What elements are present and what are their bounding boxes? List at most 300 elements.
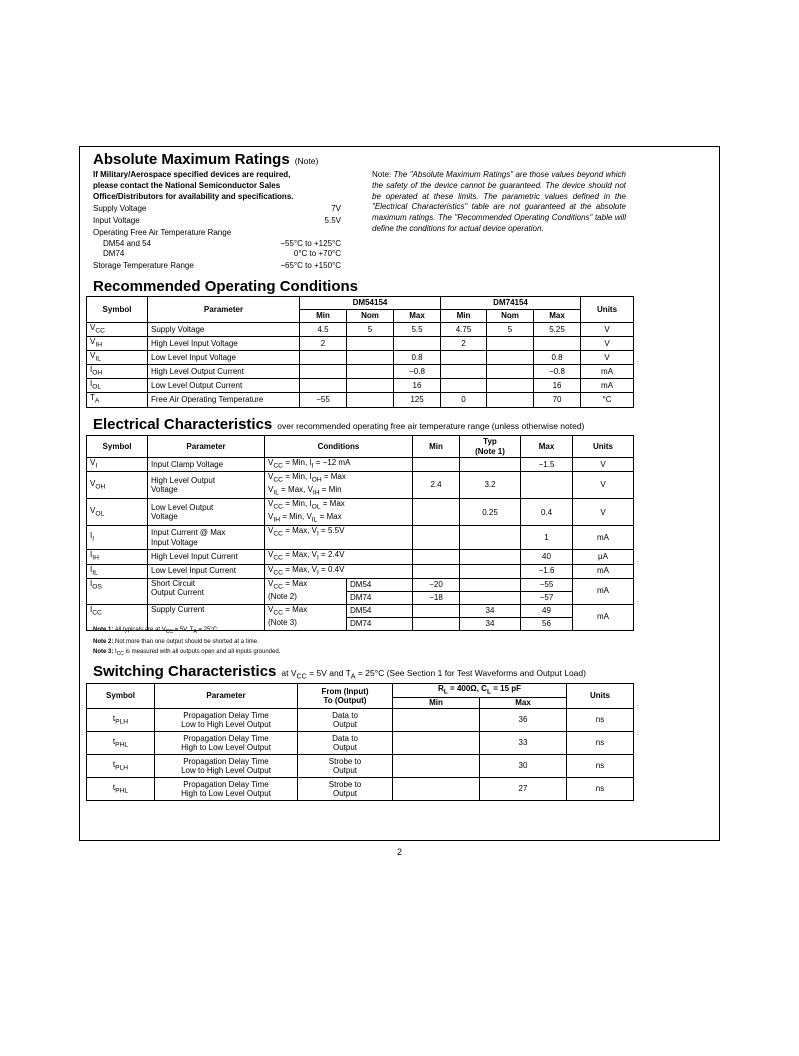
sw-col-conditions: $R_L = 400\Omega$, $C_L = 15$ pF: [393, 684, 567, 698]
sym-main: t: [112, 759, 116, 769]
ec-param: Low Level Input Current: [148, 564, 265, 578]
ec-max: −57: [521, 591, 573, 604]
roc-col-nom: Nom: [487, 310, 534, 323]
ec-col-parameter: Parameter: [148, 436, 265, 458]
sw-param: [155, 732, 298, 755]
sw-units: ns: [567, 778, 634, 801]
table-row: [87, 458, 634, 472]
abs-label: Operating Free Air Temperature Range: [93, 228, 232, 237]
roc-units: V: [581, 337, 634, 351]
roc-col-min: Min: [300, 310, 347, 323]
abs-row: [93, 248, 341, 259]
sw-col-parameter: Parameter: [155, 684, 298, 709]
roc-param: High Level Output Current: [148, 365, 300, 379]
ec-max: 40: [521, 550, 573, 564]
roc-col-units: Units: [581, 297, 634, 323]
sw-max: 30: [480, 755, 567, 778]
sym-sub: PLH: [115, 764, 129, 772]
to-line: Output: [332, 789, 357, 799]
abs-max-note-text: The "Absolute Maximum Ratings" are those values beyond which the safety of the device cannot be guaranteed. The device should not be operated at these limits. The parametric values defined in the "Electrical Characteristics" table are not guaranteed at the absolute maximum ratings. The "Recommended Operating Conditions" table will define the conditions for actual device operation.: [372, 170, 626, 233]
ec-typ: [460, 591, 521, 604]
roc-col-parameter: Parameter: [148, 297, 300, 323]
from-line: Data to: [332, 733, 358, 743]
abs-label: DM54 and 54: [103, 239, 152, 248]
ec-symbol: [87, 564, 148, 578]
abs-max-heading: Absolute Maximum Ratings: [93, 151, 290, 168]
sw-min: [393, 732, 480, 755]
ec-units: V: [573, 499, 634, 526]
roc-value: [394, 337, 441, 351]
ec-max: 49: [521, 604, 573, 617]
abs-label: Input Voltage: [93, 216, 140, 225]
to-line: Output: [332, 743, 357, 753]
ec-note: [93, 637, 280, 647]
ec-typ: [460, 550, 521, 564]
ec-col-typ-line: Typ: [483, 437, 497, 446]
ec-device: DM74: [347, 617, 413, 630]
ec-typ: 34: [460, 604, 521, 617]
sym-sub: I: [95, 462, 98, 470]
ec-max: −55: [521, 578, 573, 591]
sw-min: [393, 755, 480, 778]
param-line: Short Circuit: [151, 578, 196, 588]
ec-param: Supply Current: [148, 604, 265, 630]
param-line: Input Voltage: [151, 537, 198, 547]
roc-col-min: Min: [441, 310, 487, 323]
roc-col-dm54154: DM54154: [300, 297, 441, 310]
table-row: [87, 393, 634, 407]
ec-min: [413, 550, 460, 564]
sw-from-to: [298, 732, 393, 755]
military-text: [93, 170, 294, 202]
table-row: [87, 365, 634, 379]
abs-label: Supply Voltage: [93, 204, 147, 213]
ec-note: [93, 647, 280, 659]
note-text: Not more than one output should be shorted at a time.: [115, 639, 259, 646]
ec-units: V: [573, 458, 634, 472]
ec-cond: $V_{CC}$ = Max, $V_I = 2.4V$: [265, 550, 413, 564]
abs-max-note: [372, 170, 626, 235]
sym-main: V: [90, 337, 96, 347]
roc-value: [347, 337, 394, 351]
ec-cond: [265, 578, 347, 604]
abs-value: 0°C to +70°C: [293, 249, 341, 258]
sym-sub: OH: [95, 483, 106, 491]
roc-value: [487, 365, 534, 379]
ec-typ: [460, 578, 521, 591]
abs-row: [93, 260, 341, 271]
sym-sub: OS: [92, 583, 102, 591]
roc-value: 70: [534, 393, 581, 407]
roc-body: [87, 323, 634, 408]
ec-device: DM74: [347, 591, 413, 604]
roc-symbol: [87, 365, 148, 379]
roc-value: [487, 379, 534, 393]
ec-note: [93, 625, 280, 637]
roc-value: 5.5: [394, 323, 441, 337]
ec-param: [148, 578, 265, 604]
sw-units: ns: [567, 755, 634, 778]
ec-typ: [460, 458, 521, 472]
sym-sub: OL: [92, 383, 102, 391]
ec-param: [148, 499, 265, 526]
roc-value: [300, 365, 347, 379]
ec-col-symbol: Symbol: [87, 436, 148, 458]
ec-symbol: [87, 458, 148, 472]
roc-value: 0.8: [394, 351, 441, 365]
ec-symbol: [87, 499, 148, 526]
roc-units: mA: [581, 379, 634, 393]
ec-device: DM54: [347, 604, 413, 617]
sym-main: I: [90, 578, 93, 588]
param-line: High to Low Level Output: [181, 789, 271, 799]
roc-units: mA: [581, 365, 634, 379]
roc-col-max: Max: [534, 310, 581, 323]
sw-col-min: Min: [393, 698, 480, 709]
military-line: please contact the National Semiconductor Sales: [93, 180, 281, 190]
roc-value: 2: [441, 337, 487, 351]
roc-value: [441, 351, 487, 365]
from-line: Strobe to: [328, 779, 362, 789]
ec-min: [413, 458, 460, 472]
ec-col-typ-note: (Note 1): [475, 446, 505, 456]
roc-param: Low Level Input Voltage: [148, 351, 300, 365]
ec-units: μA: [573, 550, 634, 564]
roc-param: High Level Input Voltage: [148, 337, 300, 351]
sw-col-units: Units: [567, 684, 634, 709]
sw-param: [155, 709, 298, 732]
roc-col-dm74154: DM74154: [441, 297, 581, 310]
roc-value: [487, 337, 534, 351]
sym-main: I: [90, 550, 93, 560]
ec-col-min: Min: [413, 436, 460, 458]
sym-main: I: [90, 379, 93, 389]
roc-value: −0.8: [534, 365, 581, 379]
sw-title: [93, 663, 586, 681]
ec-units: mA: [573, 526, 634, 550]
abs-value: 7V: [331, 204, 341, 213]
note-label: Note 1:: [93, 627, 114, 633]
abs-value: −65°C to +150°C: [280, 261, 341, 270]
sym-sub: IH: [92, 555, 99, 563]
ec-param: [148, 526, 265, 550]
cond-line: $V_{CC}$ = Min, $I_{OL}$ = Max: [268, 499, 345, 511]
ec-min: [413, 526, 460, 550]
cond-line: $V_{CC}$ = Max: [268, 604, 308, 617]
ec-cond: [265, 499, 413, 526]
ec-units: V: [573, 472, 634, 499]
roc-table: [86, 296, 634, 408]
sym-main: I: [90, 604, 93, 614]
roc-symbol: [87, 323, 148, 337]
table-row: [87, 578, 634, 591]
sw-symbol: [87, 755, 155, 778]
to-line: To (Output): [323, 696, 367, 706]
from-line: Data to: [332, 710, 358, 720]
param-line: Low to High Level Output: [181, 766, 271, 776]
ec-col-max: Max: [521, 436, 573, 458]
table-row: [87, 351, 634, 365]
sw-symbol: [87, 778, 155, 801]
note-label: Note 2:: [93, 639, 114, 646]
ec-max: −1.6: [521, 564, 573, 578]
sym-sub: I: [92, 536, 95, 544]
param-line: Propagation Delay Time: [183, 710, 269, 720]
abs-row: [93, 227, 341, 238]
roc-col-nom: Nom: [347, 310, 394, 323]
table-row: [87, 337, 634, 351]
sw-units: ns: [567, 709, 634, 732]
ec-param: Input Clamp Voltage: [148, 458, 265, 472]
roc-param: Low Level Output Current: [148, 379, 300, 393]
param-line: Input Current @ Max: [151, 528, 226, 538]
table-row: [87, 499, 634, 526]
sw-from-to: [298, 709, 393, 732]
ec-subtitle: over recommended operating free air temperature range (unless otherwise noted): [277, 421, 585, 431]
roc-value: 4.5: [300, 323, 347, 337]
sw-min: [393, 709, 480, 732]
page-number: 2: [396, 847, 402, 857]
table-row: [87, 778, 634, 801]
ec-max: 0.4: [521, 499, 573, 526]
from-line: From (Input): [321, 686, 369, 696]
ec-max: −1.5: [521, 458, 573, 472]
param-line: High Level Output: [151, 475, 216, 485]
note-text: All typicals are at $V_{CC} = 5V$, $T_A = 25^\circ C$.: [114, 627, 219, 636]
roc-value: [347, 351, 394, 365]
ec-max: 56: [521, 617, 573, 630]
param-line: Propagation Delay Time: [183, 779, 269, 789]
roc-value: [441, 365, 487, 379]
sw-subtitle: at $V_{CC} = 5V$ and $T_A = 25^\circ C$ (See Section 1 for Test Waveforms and Output Load): [281, 668, 586, 681]
ec-typ: [460, 526, 521, 550]
sw-max: 33: [480, 732, 567, 755]
roc-value: −0.8: [394, 365, 441, 379]
sym-main: I: [90, 531, 93, 541]
sw-max: 27: [480, 778, 567, 801]
sym-main: I: [90, 365, 93, 375]
abs-max-note-prefix: Note:: [372, 170, 394, 179]
ec-min: 2.4: [413, 472, 460, 499]
roc-symbol: [87, 379, 148, 393]
from-line: Strobe to: [328, 756, 362, 766]
param-line: Propagation Delay Time: [183, 733, 269, 743]
ec-heading: Electrical Characteristics: [93, 416, 273, 433]
ec-col-typ: [460, 436, 521, 458]
ec-symbol: [87, 472, 148, 499]
note-text: $I_{CC}$ is measured with all outputs open and all inputs grounded.: [115, 649, 281, 658]
roc-param: Free Air Operating Temperature: [148, 393, 300, 407]
sym-main: I: [90, 564, 93, 574]
roc-value: 4.75: [441, 323, 487, 337]
sym-main: V: [90, 323, 96, 332]
ec-cond: [265, 472, 413, 499]
roc-symbol: [87, 337, 148, 351]
roc-value: 5: [487, 323, 534, 337]
roc-value: [347, 379, 394, 393]
ec-typ: [460, 564, 521, 578]
abs-label: Storage Temperature Range: [93, 261, 194, 270]
sw-body: [87, 709, 634, 801]
sw-min: [393, 778, 480, 801]
roc-value: 16: [534, 379, 581, 393]
ec-units: mA: [573, 564, 634, 578]
roc-heading: Recommended Operating Conditions: [93, 278, 359, 295]
table-row: [87, 732, 634, 755]
roc-value: [347, 365, 394, 379]
ec-cond: $V_{CC}$ = Max, $V_I = 0.4V$: [265, 564, 413, 578]
sw-from-to: [298, 778, 393, 801]
roc-value: 0: [441, 393, 487, 407]
roc-value: [300, 379, 347, 393]
to-line: Output: [332, 766, 357, 776]
cond-line: (Note 3): [268, 617, 297, 627]
param-line: Low Level Output: [151, 502, 214, 512]
sw-symbol: [87, 709, 155, 732]
ec-typ: 3.2: [460, 472, 521, 499]
sym-main: T: [90, 393, 95, 403]
roc-value: −55: [300, 393, 347, 407]
roc-value: [487, 351, 534, 365]
table-row: [87, 755, 634, 778]
ec-cond: $V_{CC}$ = Max, $V_I = 5.5V$: [265, 526, 413, 550]
sw-table: [86, 683, 634, 801]
table-row: [87, 709, 634, 732]
roc-col-max: Max: [394, 310, 441, 323]
ec-cond: $V_{CC}$ = Min, $I_I = -12$ mA: [265, 458, 413, 472]
sym-sub: OL: [95, 510, 105, 518]
roc-value: [487, 393, 534, 407]
ec-notes: [93, 625, 280, 659]
cond-line: $V_{CC}$ = Max: [268, 578, 308, 591]
sym-main: t: [112, 736, 116, 746]
ec-typ: 0.25: [460, 499, 521, 526]
roc-value: [534, 337, 581, 351]
sw-col-max: Max: [480, 698, 567, 709]
sw-units: ns: [567, 732, 634, 755]
param-line: Voltage: [151, 485, 178, 495]
abs-max-title-note: (Note): [294, 156, 319, 166]
sym-main: t: [112, 713, 116, 723]
abs-row: [93, 203, 341, 214]
ec-min: −20: [413, 578, 460, 591]
table-row: [87, 604, 634, 617]
roc-value: [300, 351, 347, 365]
roc-title: [93, 278, 358, 296]
sym-sub: PLH: [115, 718, 129, 726]
roc-param: Supply Voltage: [148, 323, 300, 337]
ec-units: mA: [573, 604, 634, 630]
roc-value: [441, 379, 487, 393]
sym-sub: IL: [92, 569, 98, 577]
sym-sub: OH: [92, 369, 103, 377]
roc-symbol: [87, 393, 148, 407]
param-line: Output Current: [151, 588, 204, 598]
ec-symbol: [87, 526, 148, 550]
military-line: Office/Distributors for availability and specifications.: [93, 191, 294, 201]
abs-value: −55°C to +125°C: [280, 239, 341, 248]
ec-units: mA: [573, 578, 634, 604]
ec-min: [413, 617, 460, 630]
sw-symbol: [87, 732, 155, 755]
sym-sub: CC: [95, 327, 105, 335]
ec-col-conditions: Conditions: [265, 436, 413, 458]
cond-line: $V_{CC}$ = Min, $I_{OH}$ = Max: [268, 472, 346, 484]
table-row: [87, 526, 634, 550]
table-row: [87, 472, 634, 499]
ec-min: [413, 604, 460, 617]
ec-max: 1: [521, 526, 573, 550]
sym-main: V: [90, 505, 96, 515]
ec-symbol: [87, 578, 148, 604]
roc-units: V: [581, 351, 634, 365]
roc-units: °C: [581, 393, 634, 407]
sw-heading: Switching Characteristics: [93, 663, 277, 680]
roc-units: V: [581, 323, 634, 337]
abs-row: [93, 215, 341, 226]
sym-main: t: [112, 782, 116, 792]
ec-param: High Level Input Current: [148, 550, 265, 564]
sw-col-symbol: Symbol: [87, 684, 155, 709]
sym-sub: IL: [95, 355, 101, 363]
sym-sub: PHL: [115, 741, 129, 749]
ec-param: [148, 472, 265, 499]
roc-value: 125: [394, 393, 441, 407]
sw-param: [155, 778, 298, 801]
sym-main: V: [90, 351, 96, 361]
military-line: If Military/Aerospace specified devices are required,: [93, 170, 291, 179]
sym-main: V: [90, 458, 96, 467]
sym-sub: IH: [95, 341, 102, 349]
ec-min: −18: [413, 591, 460, 604]
param-line: High to Low Level Output: [181, 743, 271, 753]
ec-min: [413, 499, 460, 526]
sym-sub: A: [94, 398, 100, 406]
roc-value: 2: [300, 337, 347, 351]
cond-line: $V_{IH}$ = Min, $V_{IL}$ = Max: [268, 512, 342, 524]
ec-symbol: [87, 550, 148, 564]
note-label: Note 3:: [93, 649, 114, 656]
ec-device: DM54: [347, 578, 413, 591]
roc-value: 5: [347, 323, 394, 337]
cond-line: $V_{IL}$ = Max, $V_{IH}$ = Min: [268, 485, 342, 497]
param-line: Propagation Delay Time: [183, 756, 269, 766]
abs-value: 5.5V: [324, 216, 341, 225]
ec-max: [521, 472, 573, 499]
sw-from-to: [298, 755, 393, 778]
ec-col-units: Units: [573, 436, 634, 458]
roc-value: 16: [394, 379, 441, 393]
sym-sub: PHL: [115, 787, 129, 795]
ec-min: [413, 564, 460, 578]
roc-value: 5.25: [534, 323, 581, 337]
abs-label: DM74: [103, 249, 125, 258]
ec-title: [93, 416, 584, 434]
sym-main: V: [90, 478, 96, 488]
sw-col-from-to: [298, 684, 393, 709]
table-row: [87, 550, 634, 564]
roc-symbol: [87, 351, 148, 365]
param-line: Low to High Level Output: [181, 720, 271, 730]
table-row: [87, 564, 634, 578]
roc-value: [347, 393, 394, 407]
roc-col-symbol: Symbol: [87, 297, 148, 323]
sw-max: 36: [480, 709, 567, 732]
roc-value: 0.8: [534, 351, 581, 365]
param-line: Voltage: [151, 512, 178, 522]
table-row: [87, 379, 634, 393]
ec-typ: 34: [460, 617, 521, 630]
